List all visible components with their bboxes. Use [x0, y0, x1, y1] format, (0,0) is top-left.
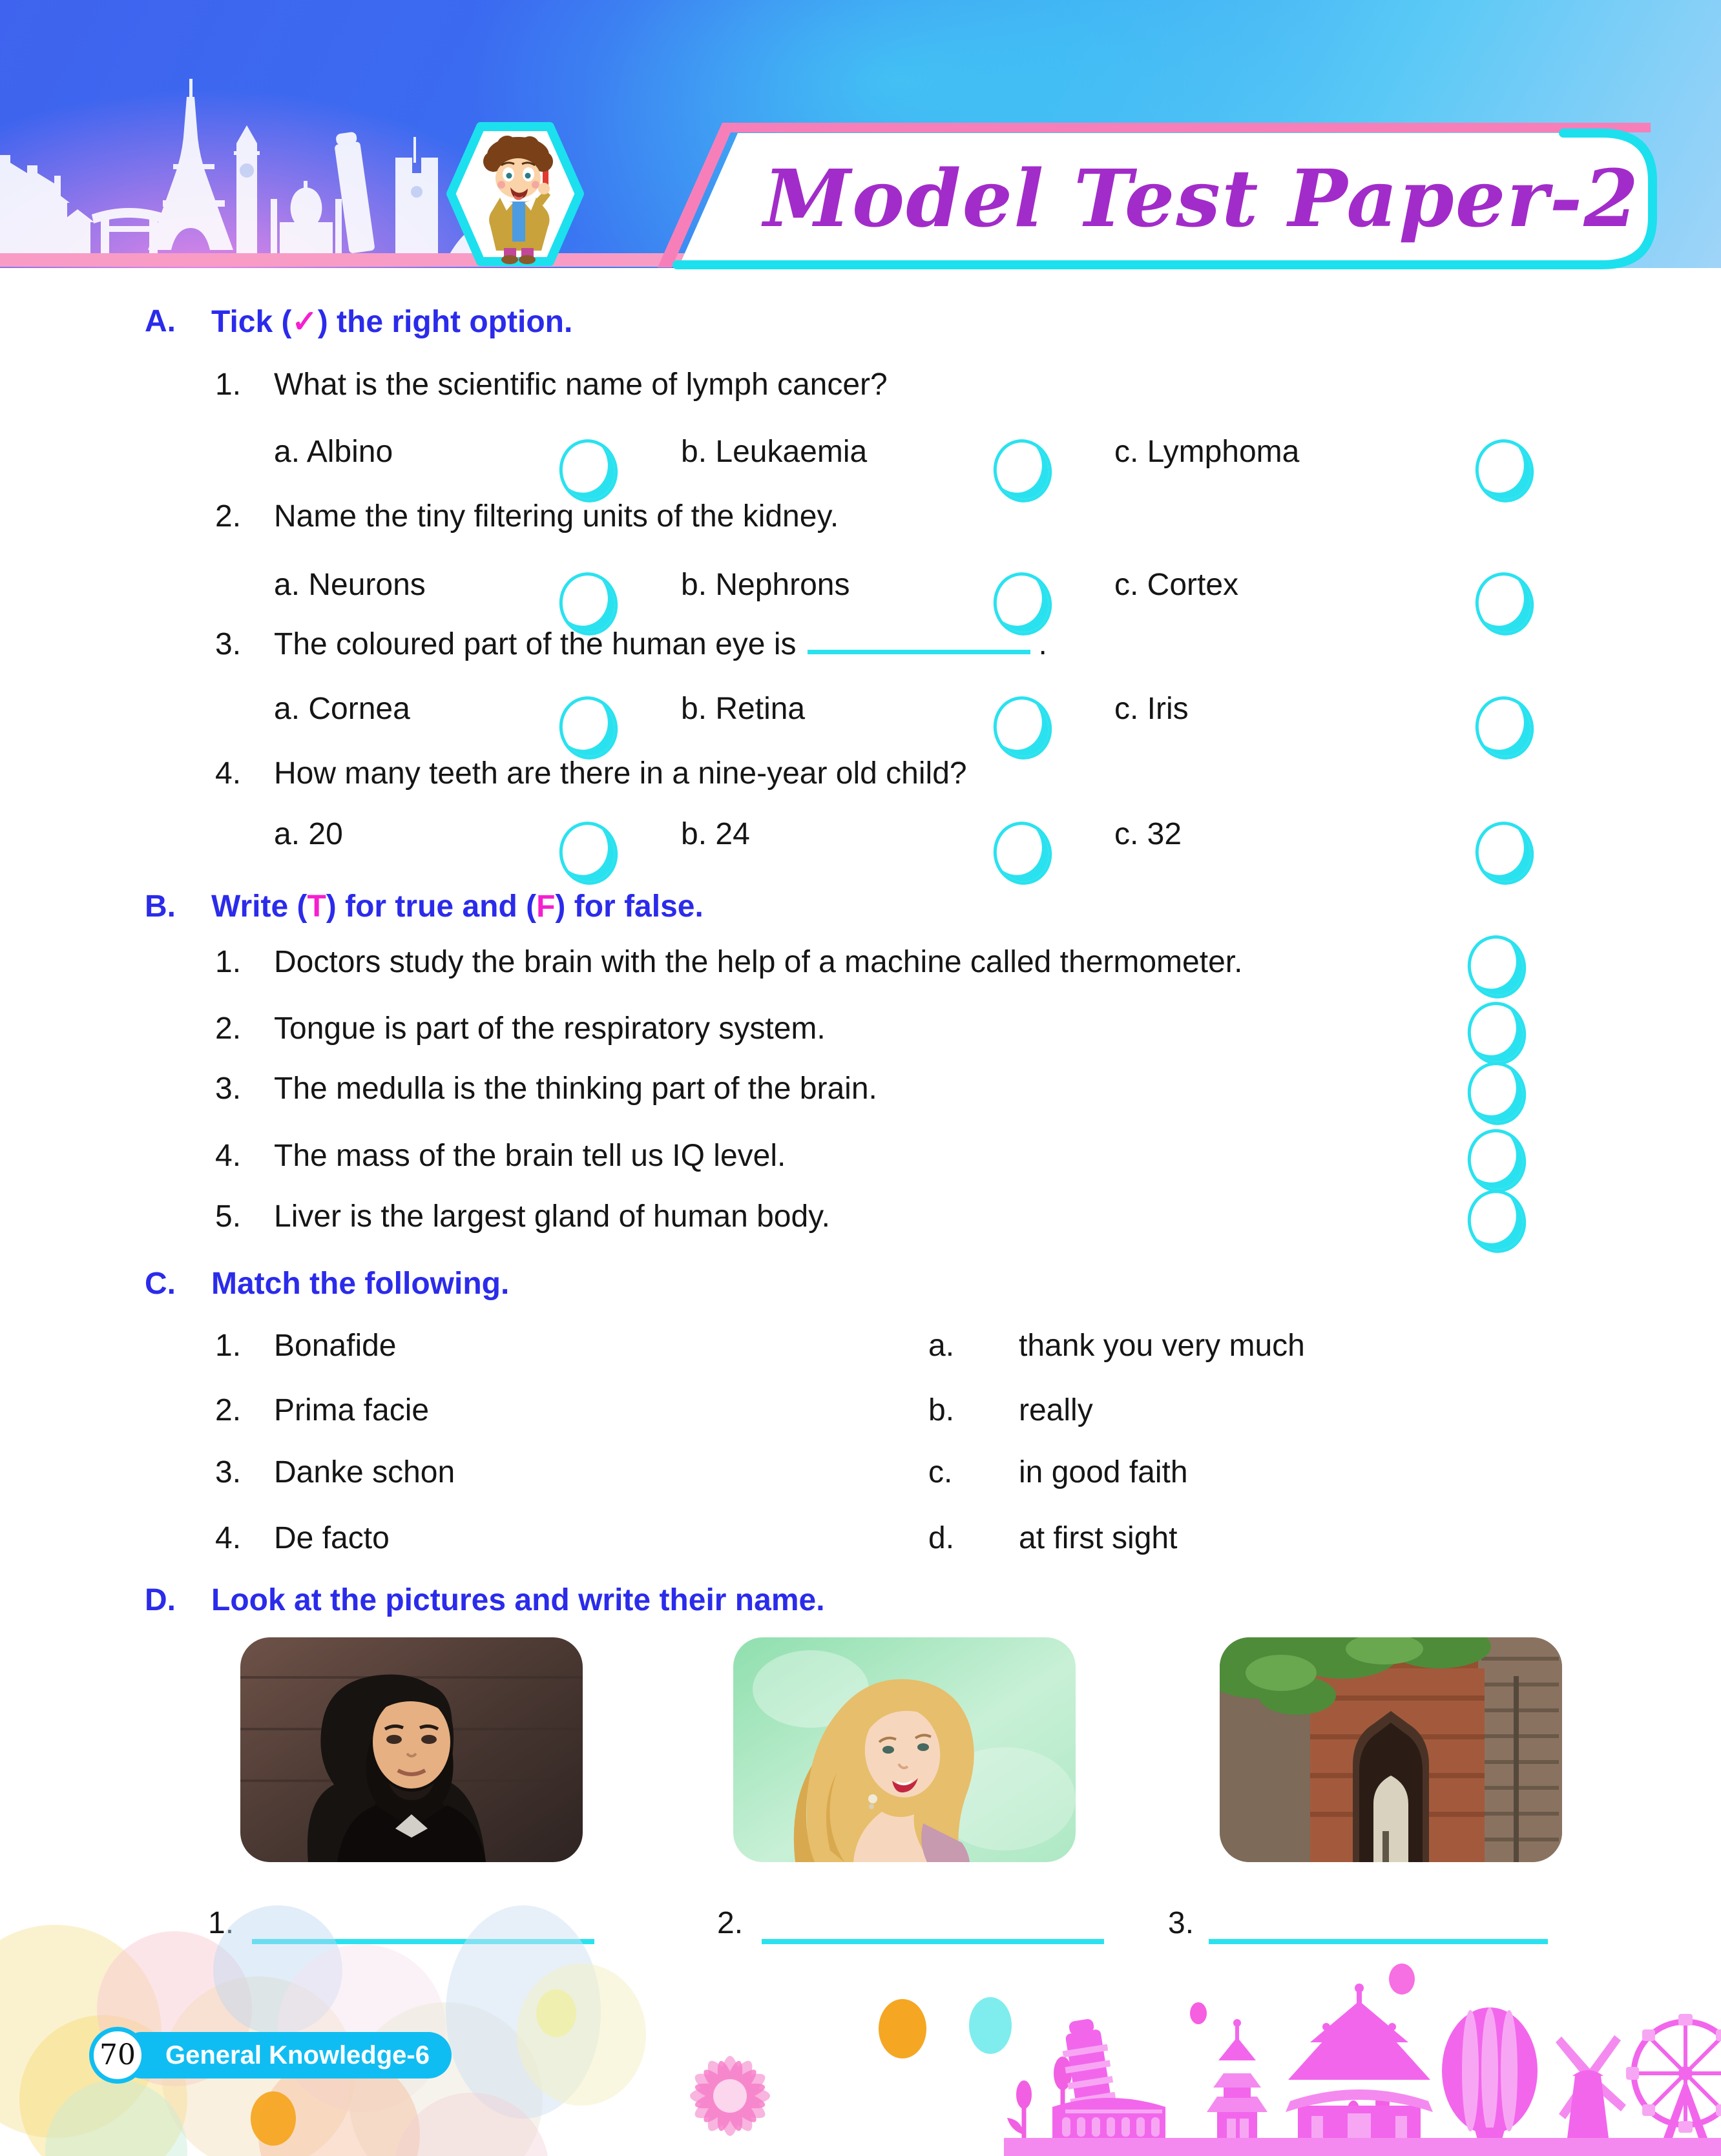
match-row: 1. Bonafide a. thank you very much	[215, 1329, 1305, 1363]
section-a-letter: A.	[145, 304, 176, 338]
section-a-header	[0, 304, 1721, 349]
write-name-blank[interactable]	[1209, 1939, 1548, 1944]
section-d-header	[0, 1582, 1721, 1628]
true-false-bubble[interactable]	[1462, 1185, 1532, 1259]
book-title: General Knowledge-6	[165, 2041, 430, 2069]
true-false-bubble[interactable]	[1462, 930, 1532, 1004]
answer-bubble[interactable]	[988, 816, 1058, 891]
match-right[interactable]: thank you very much	[1019, 1329, 1305, 1363]
option-b-label: b. Nephrons	[681, 568, 850, 602]
photo-blonde-woman	[733, 1637, 1076, 1862]
option-c-label: c. Cortex	[1114, 568, 1239, 602]
section-b-title: Write (T) for true and (F) for false.	[211, 889, 704, 924]
fill-blank-line[interactable]	[808, 650, 1030, 654]
statement-row: 3. The medulla is the thinking part of the brain.	[0, 1071, 1721, 1116]
photo-male-singer	[240, 1637, 583, 1862]
question-row: 2. Name the tiny filtering units of the kidney.	[215, 499, 839, 534]
match-row: 4. De facto d. at first sight	[215, 1521, 1178, 1555]
match-left[interactable]: Prima facie	[274, 1393, 430, 1427]
answer-bubble[interactable]	[1470, 816, 1539, 891]
option-a-label: a. Albino	[274, 435, 393, 469]
page-number-badge	[89, 2027, 146, 2084]
option-b-label: b. Retina	[681, 692, 806, 726]
write-name-blank[interactable]	[762, 1939, 1104, 1944]
answer-bubble[interactable]	[554, 434, 623, 508]
pink-landmarks-cityscape-decor	[1004, 1969, 1721, 2156]
section-d-letter: D.	[145, 1583, 176, 1617]
section-a-title: Tick (✓) the right option.	[211, 305, 573, 339]
photo-fort-gate	[1220, 1637, 1562, 1862]
match-left[interactable]: De facto	[274, 1521, 390, 1555]
option-c-label: c. 32	[1114, 817, 1182, 851]
options-row	[0, 567, 1721, 612]
option-a-label: a. Cornea	[274, 692, 410, 726]
true-false-bubble[interactable]	[1462, 1124, 1532, 1198]
statement-row: 2. Tongue is part of the respiratory system.	[0, 1011, 1721, 1056]
blank-number: 3.	[1168, 1906, 1194, 1940]
question-row: 1. What is the scientific name of lymph cancer?	[215, 368, 888, 402]
match-row: 2. Prima facie b. really	[215, 1393, 1093, 1427]
section-c-title: Match the following.	[211, 1267, 510, 1301]
answer-bubble[interactable]	[988, 434, 1058, 508]
question-row: 3. The coloured part of the human eye is .	[215, 627, 1047, 661]
answer-bubble[interactable]	[554, 816, 623, 891]
match-right[interactable]: in good faith	[1019, 1455, 1188, 1489]
section-b-header	[0, 889, 1721, 934]
options-row	[0, 434, 1721, 479]
option-c-label: c. Lymphoma	[1114, 435, 1300, 469]
blank-number: 1.	[208, 1906, 235, 1940]
statement-row: 1. Doctors study the brain with the help of a machine called thermometer.	[0, 944, 1721, 990]
section-c-letter: C.	[145, 1267, 176, 1301]
statement-row: 4. The mass of the brain tell us IQ level.	[0, 1138, 1721, 1183]
blank-number: 2.	[717, 1906, 744, 1940]
true-false-bubble[interactable]	[1462, 1057, 1532, 1131]
section-c-header	[0, 1266, 1721, 1311]
section-d-title: Look at the pictures and write their name.	[211, 1583, 825, 1617]
pink-flower-decor	[636, 2012, 824, 2156]
answer-bubble[interactable]	[554, 691, 623, 765]
question-row: 4. How many teeth are there in a nine-year old child?	[215, 756, 967, 791]
option-b-label: b. 24	[681, 817, 750, 851]
book-title-badge	[127, 2032, 452, 2078]
world-landmarks-skyline-icon	[0, 59, 517, 255]
option-a-label: a. Neurons	[274, 568, 426, 602]
option-a-label: a. 20	[274, 817, 343, 851]
match-left[interactable]: Danke schon	[274, 1455, 455, 1489]
page-title: Model Test Paper-2	[763, 152, 1640, 245]
options-row	[0, 691, 1721, 736]
answer-bubble[interactable]	[1470, 434, 1539, 508]
tick-icon: ✓	[291, 305, 318, 339]
mascot-hexagon-badge	[446, 121, 585, 267]
match-right[interactable]: really	[1019, 1393, 1093, 1427]
answer-bubble[interactable]	[988, 691, 1058, 765]
match-left[interactable]: Bonafide	[274, 1329, 397, 1363]
page-header	[0, 0, 1721, 268]
section-b-letter: B.	[145, 889, 176, 924]
true-false-bubble[interactable]	[1462, 997, 1532, 1071]
options-row	[0, 816, 1721, 862]
option-c-label: c. Iris	[1114, 692, 1189, 726]
statement-row: 5. Liver is the largest gland of human body.	[0, 1199, 1721, 1244]
match-row: 3. Danke schon c. in good faith	[215, 1455, 1188, 1489]
option-b-label: b. Leukaemia	[681, 435, 868, 469]
page-number: 70	[99, 2038, 136, 2071]
match-right[interactable]: at first sight	[1019, 1521, 1178, 1555]
answer-bubble[interactable]	[1470, 691, 1539, 765]
